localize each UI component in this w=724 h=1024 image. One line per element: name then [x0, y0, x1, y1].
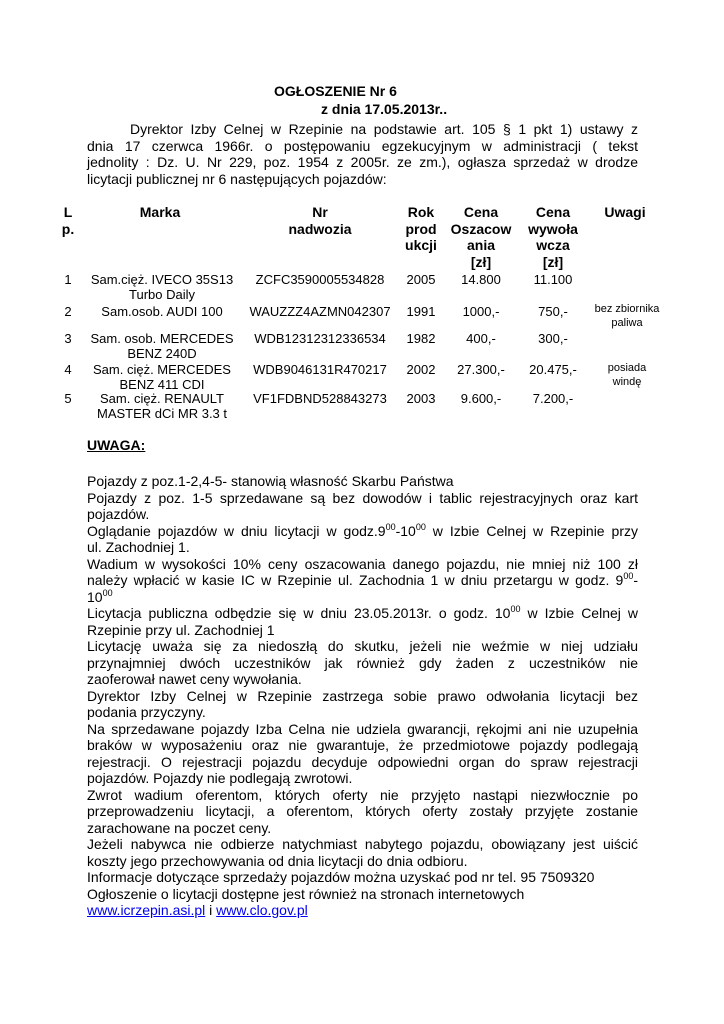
- intro-line: licytacji publicznej nr 6 następujących pojazdów:: [87, 170, 387, 187]
- row-5-rok: 2003: [406, 391, 436, 406]
- note-deposit-end: $10^{00}$: [87, 587, 113, 605]
- header-uwagi: Uwagi: [604, 204, 646, 220]
- header-marka: Marka: [139, 204, 181, 220]
- note-deposit: Wadium w wysokości 10% ceny oszacowania danego pojazdu, nie mniej niż 100 zł: [87, 555, 638, 572]
- notes-section: [87, 473, 638, 919]
- note-viewing: Oglądanie pojazdów w dniu licytacji w $godz.9^{00}-10^{00}$ w Izbie Celnej w Rzepinie przy: [87, 521, 638, 539]
- row-1-cena-osz: 14.800: [461, 272, 501, 287]
- row-5-cena-osz: 9.600,-: [460, 391, 502, 406]
- note-warranty-cont: braków w wyposażeniu oraz nie gwarantuje, że przedmiotowe pojazdy podlegają: [87, 737, 638, 753]
- header-cena-oszacowania: Cena Oszacow ania [zł]: [450, 204, 512, 270]
- header-rok: Rok prod ukcji: [405, 204, 437, 253]
- row-1-cena-wyw: 11.100: [533, 272, 573, 287]
- row-2-marka: Sam.osob. AUDI 100: [101, 304, 223, 319]
- row-4-lp: 4: [64, 362, 72, 377]
- row-3-cena-osz: 400,-: [466, 331, 496, 346]
- note-failed-auction-end: zaoferował nawet ceny wywołania.: [87, 671, 302, 687]
- announcement-title: OGŁOSZENIE Nr 6: [274, 83, 397, 99]
- note-cancellation: Dyrektor Izby Celnej w Rzepinie zastrzega sobie prawo odwołania licytacji bez: [87, 687, 638, 704]
- row-2-nr: WAUZZZ4AZMN042307: [249, 304, 391, 319]
- note-refund: Zwrot wadium oferentom, których oferty nie przyjęto nastąpi niezwłocznie po: [87, 786, 638, 803]
- row-4-marka: Sam. cięż. MERCEDES BENZ 411 CDI: [93, 362, 231, 392]
- note-storage-cont: koszty jego przechowywania od dnia licytacji do dnia odbioru.: [87, 852, 468, 869]
- row-1-nr: ZCFC3590005534828: [255, 272, 385, 287]
- row-4-cena-osz: 27.300,-: [457, 362, 505, 377]
- note-refund-end: zarachowane na poczet ceny.: [87, 819, 272, 836]
- websites-links: www.icrzepin.asi.pl i www.clo.gov.pl: [87, 902, 308, 918]
- note-failed-auction: Licytację uważa się za niedoszłą do skutku, jeżeli nie weźmie w niej udziału: [87, 638, 638, 654]
- link-icrzepin[interactable]: www.icrzepin.asi.pl: [87, 902, 206, 918]
- row-3-marka: Sam. osob. MERCEDES BENZ 240D: [90, 331, 234, 361]
- note-warranty: Na sprzedawane pojazdy Izba Celna nie udziela gwarancji, rękojmi ani nie uzupełnia: [87, 720, 638, 737]
- row-5-cena-wyw: 7.200,-: [532, 391, 574, 406]
- row-3-nr: WDB12312312336534: [254, 331, 386, 346]
- note-viewing-cont: ul. Zachodniej 1.: [87, 539, 190, 555]
- intro-line: jednolity : Dz. U. Nr 229, poz. 1954 z 2005r. ze zm.), ogłasza sprzedaż w drodze: [87, 154, 638, 170]
- intro-paragraph: [87, 121, 638, 187]
- row-4-cena-wyw: 20.475,-: [529, 362, 577, 377]
- note-storage: Jeżeli nabywca nie odbierze natychmiast nabytego pojazdu, obowiązany jest uiścić: [87, 836, 638, 852]
- uwaga-heading: UWAGA:: [87, 437, 146, 453]
- note-documents: Pojazdy z poz. 1-5 sprzedawane są bez dowodów i tablic rejestracyjnych oraz kart: [87, 489, 638, 506]
- note-websites: Ogłoszenie o licytacji dostępne jest również na stronach internetowych: [87, 885, 525, 902]
- intro-line: dnia 17 czerwca 1966r. o postępowaniu egzekucyjnym w administracji ( tekst: [87, 137, 638, 154]
- note-contact: Informacje dotyczące sprzedaży pojazdów można uzyskać pod nr tel. 95 7509320: [87, 869, 595, 885]
- header-cena-wywolawcza: Cena wywoła wcza [zł]: [528, 204, 578, 270]
- row-1-lp: 1: [64, 272, 72, 287]
- row-2-uwagi: bez zbiornika paliwa: [594, 303, 660, 329]
- note-deposit-cont: należy wpłacić w kasie IC w Rzepinie ul. Zachodnia 1 w dniu przetargu w godz. $9^{00}-$: [87, 571, 638, 588]
- row-5-lp: 5: [64, 391, 72, 406]
- row-3-rok: 1982: [406, 331, 436, 346]
- row-5-nr: VF1FDBND528843273: [253, 391, 387, 406]
- row-2-rok: 1991: [406, 304, 436, 319]
- row-1-marka: Sam.cięż. IVECO 35S13 Turbo Daily: [90, 272, 234, 302]
- row-4-uwagi: posiada windę: [607, 362, 647, 388]
- row-1-rok: 2005: [406, 272, 436, 287]
- row-4-nr: WDB9046131R470217: [253, 362, 387, 377]
- note-failed-auction-cont: przynajmniej dwóch uczestników jak również gdy żaden z uczestników nie: [87, 654, 638, 671]
- note-documents-cont: pojazdów.: [87, 506, 150, 522]
- header-nr-nadwozia: Nr nadwozia: [288, 204, 352, 237]
- row-3-lp: 3: [64, 331, 72, 346]
- note-auction-date: Licytacja publiczna odbędzie się w dniu 23.05.2013r. o godz. $10^{00}$ w Izbie Celnej w: [87, 604, 639, 621]
- note-refund-cont: przeprowadzeniu licytacji, a oferentom, których oferty zostały przyjęte zostanie: [87, 803, 638, 819]
- row-4-rok: 2002: [406, 362, 436, 377]
- note-auction-date-cont: Rzepinie przy ul. Zachodniej 1: [87, 621, 275, 638]
- row-2-cena-wyw: 750,-: [538, 304, 568, 319]
- note-ownership: Pojazdy z poz.1-2,4-5- stanowią własność Skarbu Państwa: [87, 473, 454, 489]
- header-lp: L p.: [61, 204, 75, 237]
- row-5-marka: Sam. cięż. RENAULT MASTER dCi MR 3.3 t: [96, 391, 228, 421]
- note-cancellation-cont: podania przyczyny.: [87, 704, 206, 720]
- row-2-lp: 2: [64, 304, 72, 319]
- row-2-cena-osz: 1000,-: [462, 304, 500, 319]
- announcement-date: z dnia 17.05.2013r..: [321, 101, 448, 117]
- link-clo[interactable]: www.clo.gov.pl: [216, 902, 308, 918]
- intro-line: Dyrektor Izby Celnej w Rzepinie na podstawie art. 105 § 1 pkt 1) ustawy z: [130, 121, 638, 137]
- note-warranty-cont: rejestracji. O rejestracji pojazdu decyduje odpowiedni organ do spraw rejestracji: [87, 753, 638, 770]
- note-warranty-end: pojazdów. Pojazdy nie podlegają zwrotowi.: [87, 770, 353, 786]
- row-3-cena-wyw: 300,-: [538, 331, 568, 346]
